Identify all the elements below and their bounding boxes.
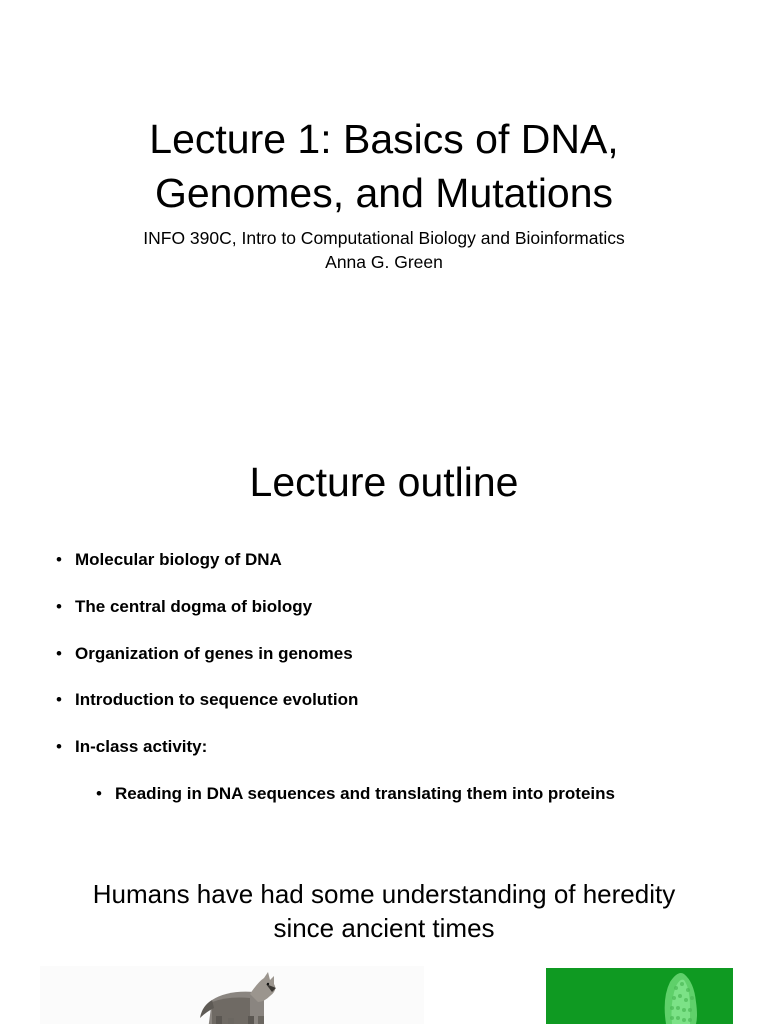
outline-item-in-class-activity: [0, 736, 768, 758]
outline-item-label: Introduction to sequence evolution: [75, 690, 359, 710]
outline-item-gene-organization: [0, 643, 768, 665]
outline-item-central-dogma: [0, 596, 768, 618]
corn-image: [546, 968, 733, 1024]
outline-item-label: Organization of genes in genomes: [75, 643, 353, 663]
outline-item-sequence-evolution: [0, 689, 768, 711]
author-name: Anna G. Green: [325, 252, 443, 272]
bullet-icon: •: [56, 643, 62, 663]
outline-item-molecular-biology: [0, 549, 768, 571]
lecture-title: [0, 112, 768, 220]
bullet-icon: •: [96, 783, 102, 803]
heredity-slide: [0, 850, 768, 1024]
lecture-title-line1: Lecture 1: Basics of DNA,: [149, 116, 619, 162]
outline-subitem-label: Reading in DNA sequences and translating them into proteins: [115, 783, 615, 803]
corn-photo-icon: [546, 968, 733, 1024]
outline-heading: Lecture outline: [249, 459, 519, 505]
heredity-heading-line2: since ancient times: [273, 913, 495, 943]
outline-item-label: The central dogma of biology: [75, 596, 313, 616]
bullet-icon: •: [56, 550, 62, 569]
outline-slide: [0, 420, 768, 850]
wolf-image: [40, 966, 424, 1024]
lecture-title-line2: Genomes, and Mutations: [154, 170, 614, 216]
lecture-subtitle: [0, 226, 768, 274]
outline-item-label: Molecular biology of DNA: [75, 550, 282, 569]
bullet-icon: •: [56, 690, 62, 710]
heredity-heading-line1: Humans have had some understanding of heredity: [92, 879, 676, 909]
bullet-icon: •: [56, 596, 62, 616]
outline-list: [0, 549, 768, 830]
outline-subitem-translation: [0, 783, 768, 805]
title-slide: [0, 0, 768, 420]
wolf-photo-icon: [40, 966, 424, 1024]
heredity-heading: [0, 877, 768, 945]
outline-item-label: In-class activity:: [75, 737, 208, 757]
bullet-icon: •: [56, 737, 62, 757]
course-name: INFO 390C, Intro to Computational Biology and Bioinformatics: [143, 228, 625, 248]
